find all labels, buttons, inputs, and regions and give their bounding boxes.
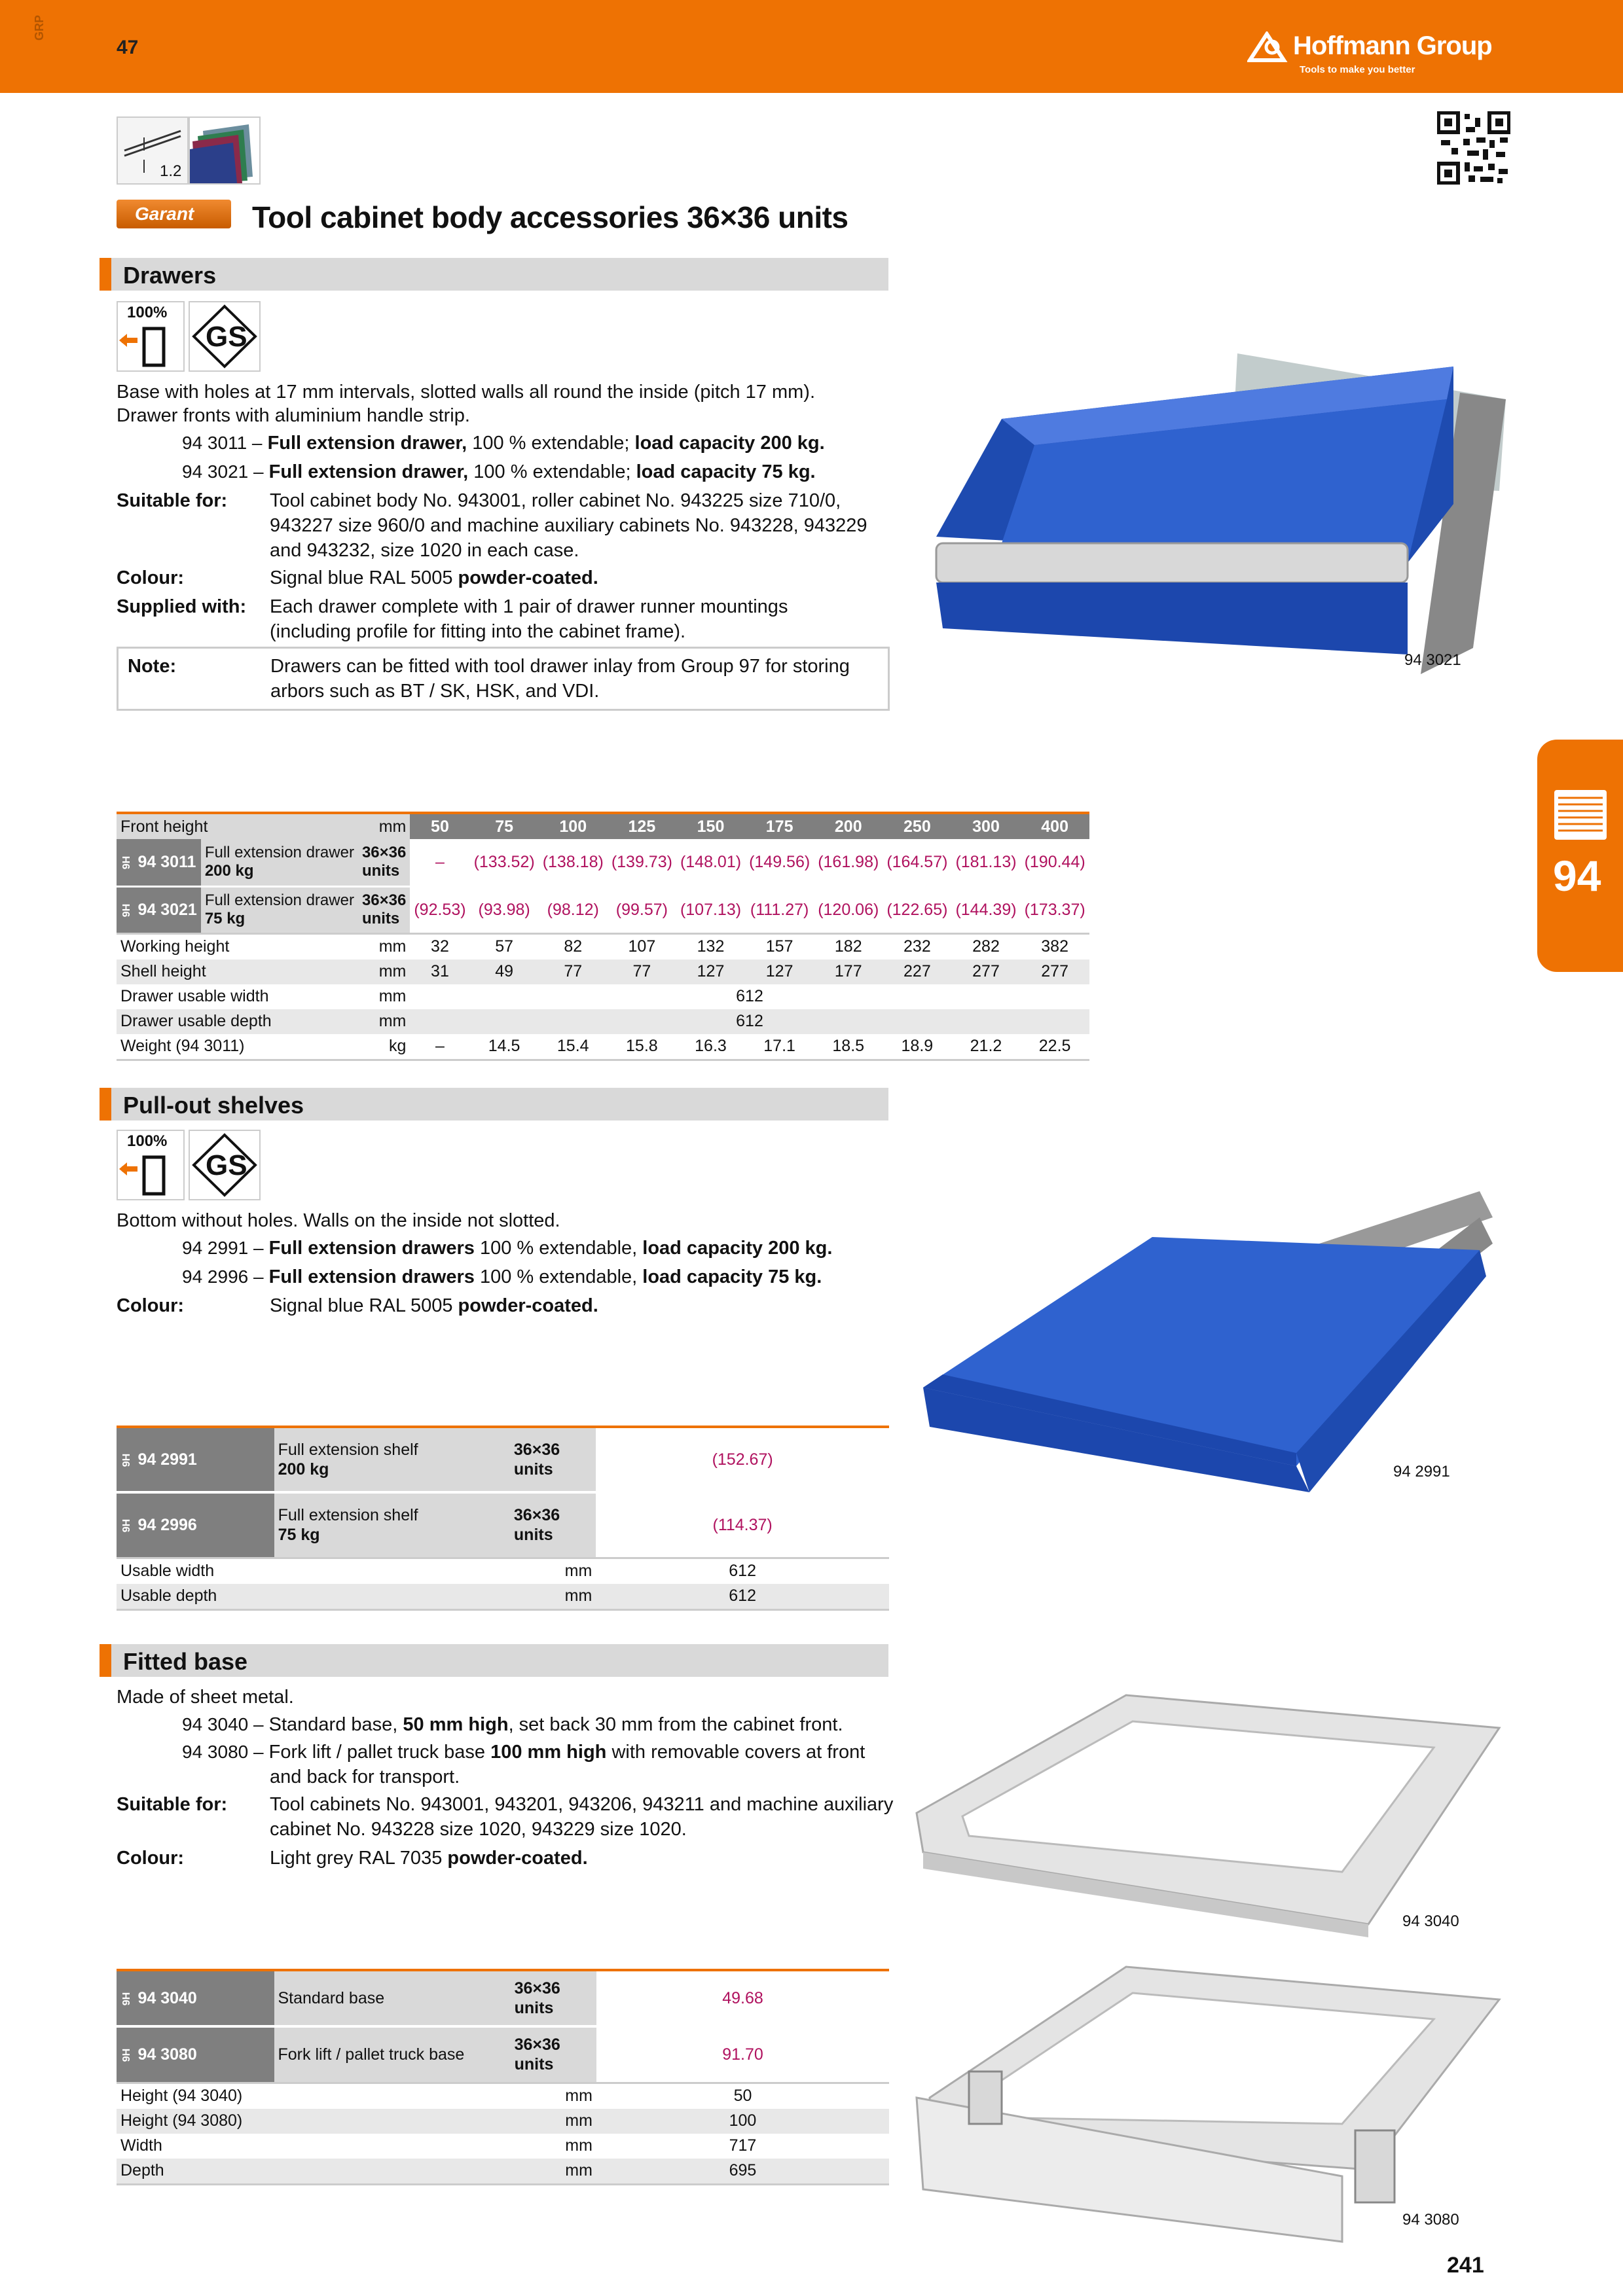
front-height-label: Front height: [117, 813, 358, 839]
article-desc: Full extension drawer 200 kg: [201, 839, 358, 886]
drawers-note-box: [117, 647, 890, 711]
price-cell: (133.52): [473, 852, 535, 871]
usable-depth-label: Usable depth: [120, 1587, 217, 1605]
height-col: 175: [745, 813, 814, 839]
price-cell: (99.57): [615, 900, 668, 919]
base-suitable-1: Tool cabinets No. 943001, 943201, 943206, 943211 and machine auxiliary: [270, 1794, 894, 1815]
height-col: 250: [883, 813, 951, 839]
price-cell: (122.65): [886, 900, 948, 919]
usable-width-label: Usable width: [120, 1562, 215, 1580]
base-item-2: 94 3080 – Fork lift / pallet truck base 100 mm high with removable covers at front: [182, 1742, 866, 1763]
standard-base-image-label: 94 3040: [1402, 1912, 1459, 1930]
front-height-unit: mm: [358, 813, 410, 839]
article-units: 36×36 units: [510, 1492, 596, 1558]
side-code: GRP: [33, 14, 46, 41]
shelves-colour: Signal blue RAL 5005 powder-coated.: [270, 1295, 598, 1316]
height-col: 50: [410, 813, 469, 839]
cabinet-icon: [1553, 789, 1608, 841]
price-cell: 49.68: [722, 1988, 763, 2007]
drawers-colour: Signal blue RAL 5005 powder-coated.: [270, 567, 598, 588]
drawers-suitable-label: Suitable for:: [117, 490, 228, 511]
drawer-product-image: [923, 347, 1512, 700]
drawers-suitable-3: and 943232, size 1020 in each case.: [270, 540, 579, 561]
article-number[interactable]: 9H 94 2991: [117, 1427, 274, 1492]
shelf-spec-table: 9H 94 2991 Full extension shelf 200 kg 36×36 units (152.67) 9H 94 2996 Full extension shelf 75 kg 36×36 units (114.37) Usable width mm 612 Usable depth mm 612: [117, 1426, 889, 1611]
drawer-item-1: 94 3011 – Full extension drawer, 100 % extendable; load capacity 200 kg.: [182, 433, 825, 454]
shell-height-label: Shell height: [120, 962, 206, 980]
price-cell: (148.01): [680, 852, 742, 871]
price-cell: (107.13): [680, 900, 742, 919]
base-suitable-2: cabinet No. 943228 size 1020, 943229 size 1020.: [270, 1819, 687, 1840]
price-cell: (111.27): [750, 900, 809, 919]
price-cell: (181.13): [955, 852, 1017, 871]
article-units: 36×36 units: [511, 2026, 596, 2083]
section-drawers-title: Drawers: [123, 262, 217, 289]
shelves-intro: Bottom without holes. Walls on the inside not slotted.: [117, 1210, 560, 1231]
article-units: 36×36 units: [510, 1427, 596, 1492]
article-desc: Standard base: [274, 1970, 511, 2026]
section-shelves-title: Pull-out shelves: [123, 1092, 304, 1119]
article-number[interactable]: 9H 94 3080: [117, 2026, 274, 2083]
drawer-spec-table: Front height mm 50 75 100 125 150 175 200 250 300 400 9H 94 3011 Full extension drawer 200 kg 36×36 units – (133.52) (138.18) (139.73) (148.01) (149.56) (161.98) (164.57) (181.13) (190.44) 9H 94 3021 Full extension drawer 75 kg 36×36 units (92.53) (93.98) (98.12) (99.57) (107.13) (111.27) (120.06) (122.65) (144.39) (173.37) Working height mm 32 57 82 107 132 157 182 232 282 382 Shell height mm 31 49 77 77 127 127 177 227 277 277 Drawer usable width mm 612 Drawer usable depth mm 612 Weight (94 3011) kg – 14.5 15.4 15.8 16.3 17.1 18.5 18.9 21.2 22.5: [117, 812, 1089, 1061]
article-number[interactable]: 9H 94 2996: [117, 1492, 274, 1558]
drawers-note-1: Drawers can be fitted with tool drawer inlay from Group 97 for storing: [270, 656, 850, 677]
hoffmann-logo-icon: [1247, 31, 1288, 63]
price-cell: (161.98): [818, 852, 879, 871]
page-number-bottom: 241: [1447, 2253, 1484, 2278]
price-cell: (93.98): [478, 900, 530, 919]
price-cell: (164.57): [886, 852, 948, 871]
full-extension-icon: 100%: [117, 1130, 185, 1200]
weight-label: Weight (94 3011): [120, 1037, 245, 1055]
price-cell: (139.73): [611, 852, 672, 871]
usable-depth-value: 612: [736, 1012, 763, 1030]
price-cell: (98.12): [547, 900, 599, 919]
article-desc: Fork lift / pallet truck base: [274, 2026, 511, 2083]
drawers-intro-2: Drawer fronts with aluminium handle strip.: [117, 405, 470, 426]
standard-base-image: [910, 1682, 1512, 1937]
brand-name: Hoffmann Group: [1293, 31, 1492, 60]
shelf-image-label: 94 2991: [1393, 1463, 1450, 1480]
price-cell: –: [435, 852, 445, 871]
chapter-number: 94: [1553, 852, 1601, 900]
price-cell: (120.06): [818, 900, 879, 919]
gs-mark-icon: GS: [189, 301, 261, 372]
shelf-product-image: [903, 1178, 1512, 1505]
height-col: 100: [539, 813, 608, 839]
price-cell: (190.44): [1024, 852, 1085, 871]
forklift-base-image-label: 94 3080: [1402, 2211, 1459, 2229]
thickness-label: 1.2: [160, 162, 182, 180]
drawers-suitable-2: 943227 size 960/0 and machine auxiliary cabinets No. 943228, 943229: [270, 515, 867, 536]
page-number-top: 47: [117, 37, 139, 58]
price-cell: (173.37): [1024, 900, 1085, 919]
section-shelves-header: [100, 1088, 888, 1121]
base-spec-label: Height (94 3080): [120, 2111, 243, 2130]
height-col: 150: [676, 813, 745, 839]
article-desc: Full extension shelf 200 kg: [274, 1427, 510, 1492]
price-cell: (152.67): [712, 1450, 773, 1469]
height-col: 125: [608, 813, 676, 839]
base-colour-label: Colour:: [117, 1848, 185, 1869]
price-cell: (92.53): [414, 900, 466, 919]
article-units: 36×36 units: [358, 839, 410, 886]
gs-mark-icon: GS: [189, 1130, 261, 1200]
base-item-2-line-2: and back for transport.: [270, 1767, 460, 1787]
usable-width-label: Drawer usable width: [120, 987, 269, 1005]
garant-badge-text: Garant: [135, 204, 194, 224]
section-base-title: Fitted base: [123, 1648, 248, 1675]
brand-tagline: Tools to make you better: [1300, 64, 1415, 75]
base-spec-label: Width: [120, 2136, 162, 2155]
working-height-label: Working height: [120, 937, 230, 956]
article-number[interactable]: 9H 94 3021: [117, 886, 201, 933]
colour-swatches-icon: [189, 117, 261, 185]
usable-width-value: 612: [736, 987, 763, 1005]
drawers-note-label: Note:: [128, 656, 177, 677]
shelf-item-2: 94 2996 – Full extension drawers 100 % extendable, load capacity 75 kg.: [182, 1266, 822, 1287]
article-number[interactable]: 9H 94 3011: [117, 839, 201, 886]
drawers-note-2: arbors such as BT / SK, HSK, and VDI.: [270, 681, 600, 702]
garant-badge: [117, 200, 231, 228]
shelves-colour-label: Colour:: [117, 1295, 185, 1316]
article-desc: Full extension drawer 75 kg: [201, 886, 358, 933]
shelf-item-1: 94 2991 – Full extension drawers 100 % extendable, load capacity 200 kg.: [182, 1238, 833, 1259]
height-col: 200: [814, 813, 883, 839]
article-units: 36×36 units: [511, 1970, 596, 2026]
height-col: 400: [1021, 813, 1089, 839]
drawers-suitable-1: Tool cabinet body No. 943001, roller cabinet No. 943225 size 710/0,: [270, 490, 841, 511]
drawers-supplied-2: (including profile for fitting into the cabinet frame).: [270, 621, 686, 642]
height-col: 300: [951, 813, 1020, 839]
article-units: 36×36 units: [358, 886, 410, 933]
drawers-intro-1: Base with holes at 17 mm intervals, slotted walls all round the inside (pitch 17 mm).: [117, 382, 816, 403]
article-number[interactable]: 9H 94 3040: [117, 1970, 274, 2026]
section-base-header: [100, 1644, 888, 1677]
base-spec-label: Depth: [120, 2161, 164, 2179]
price-cell: 91.70: [722, 2045, 763, 2064]
base-intro: Made of sheet metal.: [117, 1687, 294, 1708]
page-title: Tool cabinet body accessories 36×36 units: [252, 200, 848, 234]
price-cell: (114.37): [712, 1515, 773, 1534]
usable-depth-label: Drawer usable depth: [120, 1012, 272, 1030]
drawer-item-2: 94 3021 – Full extension drawer, 100 % extendable; load capacity 75 kg.: [182, 461, 816, 482]
base-spec-table: 9H 94 3040 Standard base 36×36 units 49.68 9H 94 3080 Fork lift / pallet truck base 36×36 units 91.70 Height (94 3040) mm 50 Height (94 3080) mm 100 Width mm 717 Depth mm 695: [117, 1969, 889, 2185]
price-cell: (149.56): [749, 852, 811, 871]
drawers-colour-label: Colour:: [117, 567, 185, 588]
height-col: 75: [470, 813, 539, 839]
base-colour: Light grey RAL 7035 powder-coated.: [270, 1848, 588, 1869]
full-extension-icon: 100%: [117, 301, 185, 372]
article-desc: Full extension shelf 75 kg: [274, 1492, 510, 1558]
base-spec-label: Height (94 3040): [120, 2087, 243, 2105]
drawers-supplied-1: Each drawer complete with 1 pair of drawer runner mountings: [270, 596, 788, 617]
base-item-1: 94 3040 – Standard base, 50 mm high, set back 30 mm from the cabinet front.: [182, 1714, 843, 1735]
drawer-image-label: 94 3021: [1404, 651, 1461, 669]
base-suitable-label: Suitable for:: [117, 1794, 228, 1815]
price-cell: (138.18): [542, 852, 604, 871]
price-cell: (144.39): [955, 900, 1017, 919]
qr-code-icon[interactable]: [1437, 111, 1510, 185]
drawers-supplied-label: Supplied with:: [117, 596, 247, 617]
section-drawers-header: [100, 258, 888, 291]
